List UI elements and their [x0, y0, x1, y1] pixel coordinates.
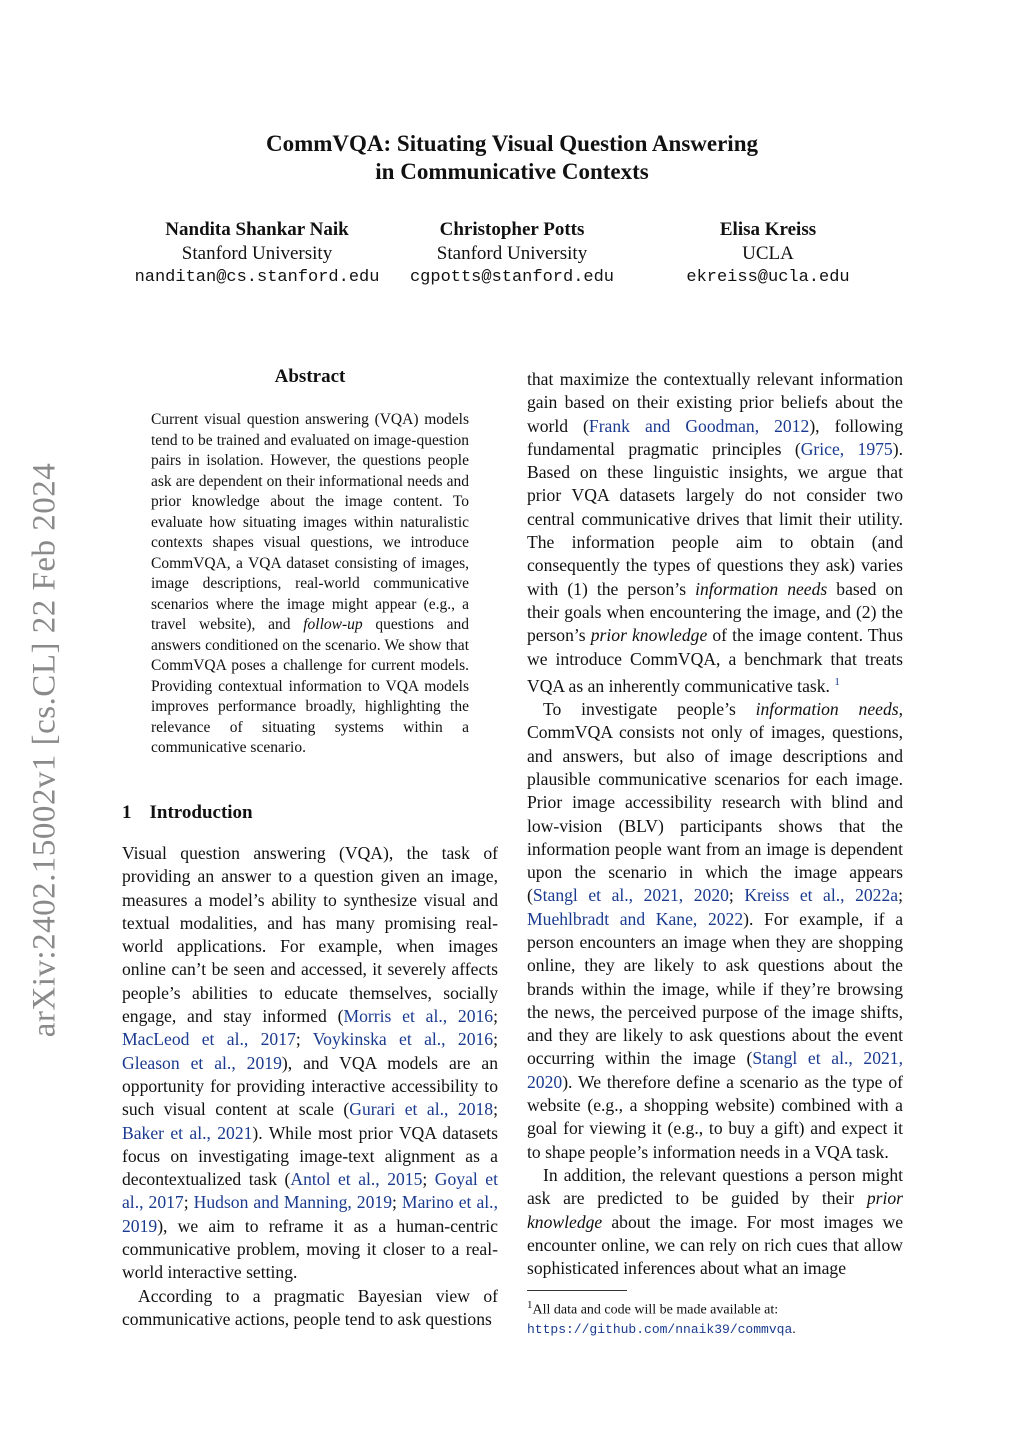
- left-column-body: [122, 842, 498, 1331]
- right-column-body: [527, 368, 903, 1280]
- citation-link[interactable]: Stangl et al., 2021, 2020: [527, 1048, 903, 1092]
- body-text: ). For example, if a person encounters an image when they are shopping online, they are likely to ask questions about the brands within the image, while if they’re browsing the news, the perceived purpose of the image shifts, and they are likely to ask questions about the event occurring within the image (: [527, 908, 904, 1069]
- footnote-text: All data and code will be made available at:: [532, 1302, 779, 1318]
- body-text: ). We therefore define a scenario as the type of website (e.g., a shopping website) combined with a goal for viewing it (e.g., to buy a gift) and expect it to shape people’s information needs in a VQA task.: [527, 1071, 903, 1162]
- italic-text: information needs: [695, 578, 828, 599]
- section-title: Introduction: [149, 802, 253, 823]
- author-name: Elisa Kreiss: [719, 219, 817, 240]
- author-email[interactable]: nanditan@cs.stanford.edu: [134, 268, 380, 287]
- abstract-part1: Current visual question answering (VQA) models tend to be trained and evaluated on image-question pairs in isolation. However, the questions people ask are dependent on their informational needs and prior knowledge about the image content. To evaluate how situating images within naturalistic contexts shapes visual questions, we introduce CommVQA, a VQA dataset consisting of images, image descriptions, real-world communicative scenarios where the image might appear (e.g., a travel website), and: [151, 411, 469, 633]
- body-text: based on their goals when encountering the image, and (2) the person’s: [527, 578, 903, 646]
- citation-link[interactable]: Gurari et al., 2018: [349, 1099, 494, 1120]
- citation-link[interactable]: Marino et al., 2019: [122, 1192, 498, 1236]
- citation-link[interactable]: Gleason et al., 2019: [122, 1052, 282, 1073]
- body-text: ). Based on these linguistic insights, we argue that prior VQA datasets largely do not consider two central communicative drives that limit their utility. The information people aim to obtain (and consequently the types of questions they ask) varies with (1) the person’s: [527, 438, 903, 599]
- citation-link[interactable]: Muehlbradt and Kane, 2022: [527, 908, 744, 929]
- citation-link[interactable]: Hudson and Manning, 2019: [193, 1192, 392, 1213]
- citation-link[interactable]: Goyal et al., 2017: [122, 1169, 498, 1213]
- body-text: ), following fundamental pragmatic principles (: [527, 415, 903, 459]
- italic-text: information needs: [755, 699, 899, 720]
- footnote: [527, 1296, 907, 1339]
- author-affiliation: UCLA: [742, 243, 794, 264]
- section-number: 1: [122, 802, 132, 823]
- author-email[interactable]: ekreiss@ucla.edu: [686, 268, 850, 287]
- body-text: ), we aim to reframe it as a human-centric communicative problem, moving it closer to a real-world interactive setting.: [122, 1215, 498, 1283]
- citation-link[interactable]: Grice, 1975: [800, 438, 893, 459]
- title-line-1: CommVQA: Situating Visual Question Answering: [265, 131, 758, 156]
- arxiv-identifier-sidebar: [22, 450, 68, 1050]
- footnote-end: .: [792, 1321, 796, 1337]
- arxiv-identifier: arXiv:2402.15002v1 [cs.CL] 22 Feb 2024: [26, 462, 63, 1038]
- author-block-1: [132, 218, 382, 290]
- body-text: of the image content. Thus we introduce CommVQA, a benchmark that treats VQA as an inherently communicative task.: [527, 625, 904, 696]
- intro-paragraph-2-start: According to a pragmatic Bayesian view of communicative actions, people tend to ask questions: [122, 1285, 498, 1329]
- paper-title: [0, 130, 1024, 186]
- intro-paragraph-1: Visual question answering (VQA), the task of providing an answer to a question given an image, measures a model’s ability to synthesize visual and textual modalities, and has many promising real-world applications. For example, when images online can’t be seen and accessed, it severely affects people’s abilities to educate themselves, socially engage, and stay informed (Morris et al., 2016; MacLeod et al., 2017; Voykinska et al., 2016; Gleason et al., 2019), and VQA models are an opportunity for providing interactive accessibility to such visual content at scale (Gurari et al., 2018; Baker et al., 2021). While most prior VQA datasets focus on investigating image-text alignment as a decontextualized task (Antol et al., 2015; Goyal et al., 2017; Hudson and Manning, 2019; Marino et al., 2019), we aim to reframe it as a human-centric communicative problem, moving it closer to a real-world interactive setting.: [122, 843, 498, 1283]
- italic-text: prior knowledge: [527, 1188, 903, 1232]
- body-text: ). While most prior VQA datasets focus on investigating image-text alignment as a decontextualized task (: [122, 1122, 498, 1190]
- abstract-italic: follow-up: [303, 616, 363, 633]
- body-text: , CommVQA consists not only of images, questions, and answers, but also of image descriptions and plausible communicative scenarios for each image. Prior image accessibility research with blind and low-vision (BLV) participants shows that the information people want from an image is dependent upon the scenario in which the image appears (: [527, 699, 903, 906]
- abstract-heading: Abstract: [274, 366, 346, 387]
- intro-paragraph-2-cont: that maximize the contextually relevant information gain based on their existing prior beliefs about the world (Frank and Goodman, 2012), following fundamental pragmatic principles (Grice, 1975). Based on these linguistic insights, we argue that prior VQA datasets largely do not consider two central communicative drives that limit their utility. The information people aim to obtain (and consequently the types of questions they ask) varies with (1) the person’s information needs based on their goals when encountering the image, and (2) the person’s prior knowledge of the image content. Thus we introduce CommVQA, a benchmark that treats VQA as an inherently communicative task. $^1$: [527, 369, 904, 696]
- title-line-2: in Communicative Contexts: [375, 159, 649, 184]
- footnote-rule: [527, 1290, 627, 1291]
- citation-link[interactable]: Kreiss et al., 2022a: [744, 885, 899, 906]
- body-text: about the image. For most images we encounter online, we can rely on rich cues that allow sophisticated inferences about what an image: [527, 1211, 903, 1279]
- citation-link[interactable]: Morris et al., 2016: [343, 1006, 494, 1027]
- body-text: To investigate people’s: [543, 699, 756, 720]
- section-heading-introduction: [122, 802, 253, 824]
- body-text: ), and VQA models are an opportunity for providing interactive accessibility to such visual content at scale (: [122, 1052, 498, 1120]
- author-affiliation: Stanford University: [436, 243, 588, 264]
- author-email[interactable]: cgpotts@stanford.edu: [409, 268, 615, 287]
- abstract-part2: questions and answers conditioned on the scenario. We show that CommVQA poses a challenge for current models. Providing contextual information to VQA models improves performance broadly, highlighting the relevance of situating systems within a communicative scenario.: [151, 616, 469, 756]
- author-block-2: [400, 218, 624, 290]
- body-text: In addition, the relevant questions a person might ask are predicted to be guided by their: [527, 1164, 903, 1209]
- citation-link[interactable]: Baker et al., 2021: [122, 1122, 253, 1143]
- citation-link[interactable]: Antol et al., 2015: [290, 1169, 423, 1190]
- citation-link[interactable]: Frank and Goodman, 2012: [588, 415, 810, 436]
- citation-link[interactable]: MacLeod et al., 2017: [122, 1029, 296, 1050]
- footnote-number: 1: [527, 1299, 533, 1311]
- citation-link[interactable]: Stangl et al., 2021, 2020: [532, 885, 729, 906]
- italic-text: prior knowledge: [590, 625, 708, 646]
- author-affiliation: Stanford University: [181, 243, 333, 264]
- body-text: Visual question answering (VQA), the task of providing an answer to a question given an image, measures a model’s ability to synthesize visual and textual modalities, and has many promising real-world applications. For example, when images online can’t be seen and accessed, it severely affects people’s abilities to educate themselves, socially engage, and stay informed (: [122, 843, 498, 1027]
- intro-paragraph-3: To investigate people’s information needs, CommVQA consists not only of images, questions, and answers, but also of image descriptions and plausible communicative scenarios for each image. Prior image accessibility research with blind and low-vision (BLV) participants shows that the information people want from an image is dependent upon the scenario in which the image appears (Stangl et al., 2021, 2020; Kreiss et al., 2022a; Muehlbradt and Kane, 2022). For example, if a person encounters an image when they are shopping online, they are likely to ask questions about the brands within the image, while if they’re browsing the news, the perceived purpose of the image shifts, and they are likely to ask questions about the event occurring within the image (Stangl et al., 2021, 2020). We therefore define a scenario as the type of website (e.g., a shopping website) combined with a goal for viewing it (e.g., to buy a gift) and expect it to shape people’s information needs in a VQA task.: [527, 699, 904, 1162]
- citation-link[interactable]: Voykinska et al., 2016: [312, 1029, 494, 1050]
- intro-paragraph-4: [527, 1164, 903, 1280]
- author-name: Christopher Potts: [439, 219, 585, 240]
- author-name: Nandita Shankar Naik: [165, 219, 349, 240]
- footnote-url-link[interactable]: https://github.com/nnaik39/commvqa: [527, 1321, 793, 1337]
- abstract-text: [151, 410, 469, 759]
- author-block-3: [660, 218, 876, 290]
- footnote-marker[interactable]: 1: [834, 675, 840, 688]
